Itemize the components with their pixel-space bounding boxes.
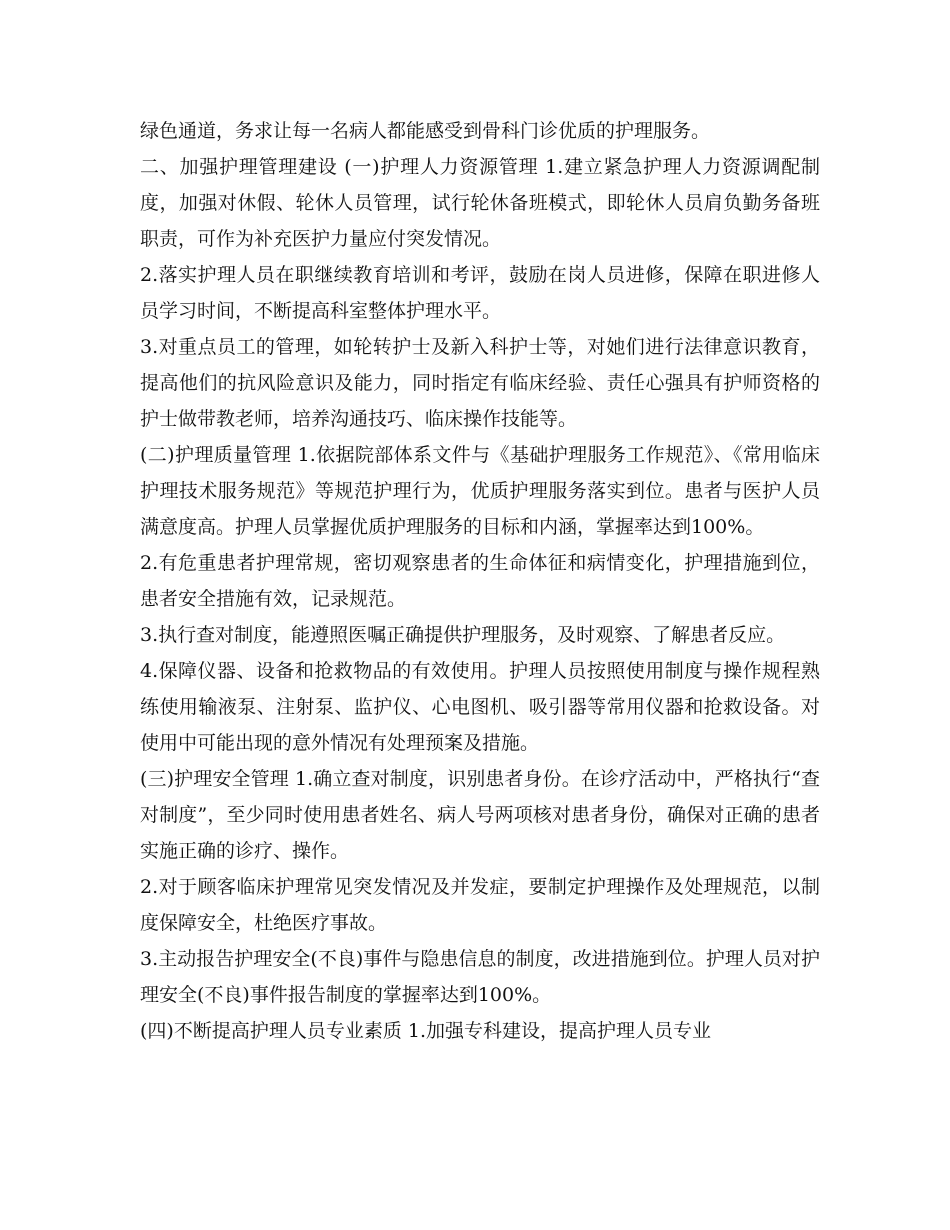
paragraph-incident-reporting: 3.主动报告护理安全(不良)事件与隐患信息的制度，改进措施到位。护理人员对护理安全(不良)事件报告制度的掌握率达到100%。 [140,948,820,1006]
paragraph-training: 2.落实护理人员在职继续教育培训和考评，鼓励在岗人员进修，保障在职进修人员学习时间，不断提高科室整体护理水平。 [140,264,820,322]
document-body [140,113,820,1049]
paragraph-management-intro: 二、加强护理管理建设 (一)护理人力资源管理 1.建立紧急护理人力资源调配制度，加强对休假、轮休人员管理，试行轮休备班模式，即轮休人员肩负勤务备班职责，可作为补充医护力量应付突发情况。 [140,156,820,250]
paragraph-key-staff: 3.对重点员工的管理，如轮转护士及新入科护士等，对她们进行法律意识教育，提高他们的抗风险意识及能力，同时指定有临床经验、责任心强具有护师资格的护士做带教老师，培养沟通技巧、临床操作技能等。 [140,336,820,430]
paragraph-emergencies: 2.对于顾客临床护理常见突发情况及并发症，要制定护理操作及处理规范，以制度保障安全，杜绝医疗事故。 [140,876,820,934]
paragraph-critical-care: 2.有危重患者护理常规，密切观察患者的生命体征和病情变化，护理措施到位，患者安全措施有效，记录规范。 [140,552,820,610]
paragraph-safety-management: (三)护理安全管理 1.确立查对制度，识别患者身份。在诊疗活动中，严格执行“查对制度”，至少同时使用患者姓名、病人号两项核对患者身份，确保对正确的患者实施正确的诊疗、操作。 [140,768,820,862]
paragraph-green-channel: 绿色通道，务求让每一名病人都能感受到骨科门诊优质的护理服务。 [140,120,711,142]
paragraph-quality-management: (二)护理质量管理 1.依据院部体系文件与《基础护理服务工作规范》、《常用临床护理技术服务规范》等规范护理行为，优质护理服务落实到位。患者与医护人员满意度高。护理人员掌握优质护理服务的目标和内涵，掌握率达到100%。 [140,444,820,538]
paragraph-equipment: 4.保障仪器、设备和抢救物品的有效使用。护理人员按照使用制度与操作规程熟练使用输液泵、注射泵、监护仪、心电图机、吸引器等常用仪器和抢救设备。对使用中可能出现的意外情况有处理预案及措施。 [140,660,820,754]
paragraph-verification: 3.执行查对制度，能遵照医嘱正确提供护理服务，及时观察、了解患者反应。 [140,624,786,646]
paragraph-professional-quality: (四)不断提高护理人员专业素质 1.加强专科建设，提高护理人员专业 [140,1020,711,1042]
